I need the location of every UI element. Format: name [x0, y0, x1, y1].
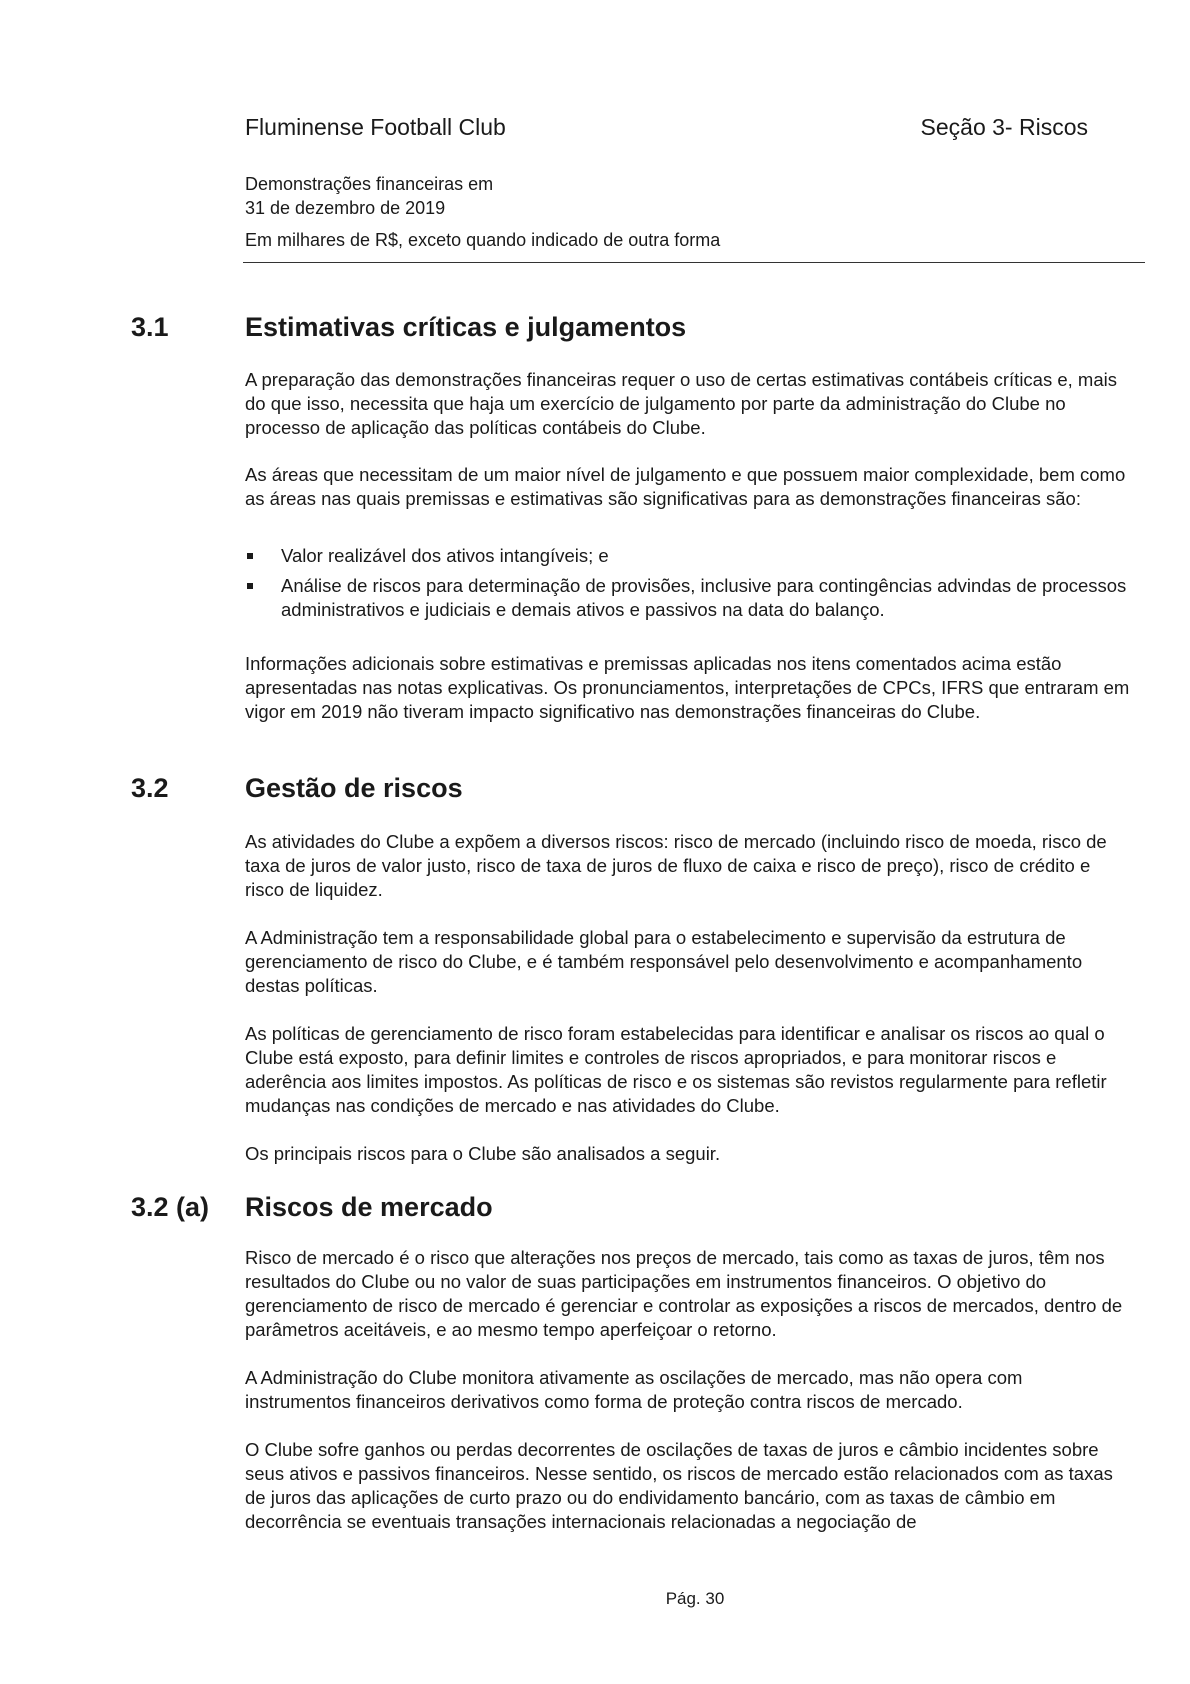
- paragraph: A preparação das demonstrações financeiras requer o uso de certas estimativas contábeis críticas e, mais do que isso, necessita que haja um exercício de julgamento por parte da administração do Clube no processo de aplicação das políticas contábeis do Clube.: [245, 369, 1117, 438]
- paragraph: As atividades do Clube a expõem a diversos riscos: risco de mercado (incluindo risco de moeda, risco de taxa de juros de valor justo, risco de taxa de juros de fluxo de caixa e risco de preço), risco de crédito e risco de liquidez.: [245, 831, 1107, 900]
- paragraph: As áreas que necessitam de um maior nível de julgamento e que possuem maior complexidade, bem como as áreas nas quais premissas e estimativas são significativas para as demonstrações financeiras são:: [245, 464, 1126, 509]
- bullet-text: Análise de riscos para determinação de provisões, inclusive para contingências advindas de processos administrativos e judiciais e demais ativos e passivos na data do balanço.: [281, 575, 1127, 620]
- paragraph: As políticas de gerenciamento de risco foram estabelecidas para identificar e analisar os riscos ao qual o Clube está exposto, para definir limites e controles de riscos apropriados, e para monitorar riscos e aderência aos limites impostos. As políticas de risco e os sistemas são revistos regularmente para refletir mudanças nas condições de mercado e nas atividades do Clube.: [245, 1023, 1107, 1116]
- section-number: 3.1: [131, 312, 169, 342]
- header-organization: Fluminense Football Club: [245, 114, 506, 140]
- header-section: Seção 3- Riscos: [920, 114, 1088, 140]
- bullet-item: [245, 544, 1130, 568]
- paragraph: O Clube sofre ganhos ou perdas decorrentes de oscilações de taxas de juros e câmbio incidentes sobre seus ativos e passivos financeiros. Nesse sentido, os riscos de mercado estão relacionados com as taxas de juros das aplicações de curto prazo ou do endividamento bancário, com as taxas de câmbio em decorrência se eventuais transações internacionais relacionadas a negociação de: [245, 1439, 1113, 1532]
- header-units-note: Em milhares de R$, exceto quando indicado de outra forma: [245, 230, 721, 250]
- section-title: Estimativas críticas e julgamentos: [245, 312, 687, 342]
- header-divider: [243, 262, 1145, 263]
- page-number: Pág. 30: [665, 1589, 725, 1608]
- header-subtitle-line2: 31 de dezembro de 2019: [245, 198, 446, 218]
- section-title: Gestão de riscos: [245, 773, 463, 803]
- header-subtitle-line1: Demonstrações financeiras em: [245, 174, 494, 194]
- paragraph: A Administração tem a responsabilidade global para o estabelecimento e supervisão da estrutura de gerenciamento de risco do Clube, e é também responsável pelo desenvolvimento e acompanhamento destas políticas.: [245, 927, 1083, 996]
- paragraph: Risco de mercado é o risco que alterações nos preços de mercado, tais como as taxas de juros, têm nos resultados do Clube ou no valor de suas participações em instrumentos financeiros. O objetivo do gerenciamento de risco de mercado é gerenciar e controlar as exposições a riscos de mercados, dentro de parâmetros aceitáveis, e ao mesmo tempo aperfeiçoar o retorno.: [245, 1247, 1123, 1340]
- section-title: Riscos de mercado: [245, 1192, 493, 1222]
- paragraph: Os principais riscos para o Clube são analisados a seguir.: [245, 1143, 721, 1164]
- bullet-text: Valor realizável dos ativos intangíveis; e: [281, 545, 609, 566]
- bullet-item: [245, 574, 1130, 622]
- paragraph: A Administração do Clube monitora ativamente as oscilações de mercado, mas não opera com instrumentos financeiros derivativos como forma de proteção contra riscos de mercado.: [245, 1367, 1023, 1412]
- section-number: 3.2: [131, 773, 169, 803]
- section-number: 3.2 (a): [131, 1192, 210, 1222]
- paragraph: Informações adicionais sobre estimativas e premissas aplicadas nos itens comentados acima estão apresentadas nas notas explicativas. Os pronunciamentos, interpretações de CPCs, IFRS que entraram em vigor em 2019 não tiveram impacto significativo nas demonstrações financeiras do Clube.: [245, 653, 1130, 722]
